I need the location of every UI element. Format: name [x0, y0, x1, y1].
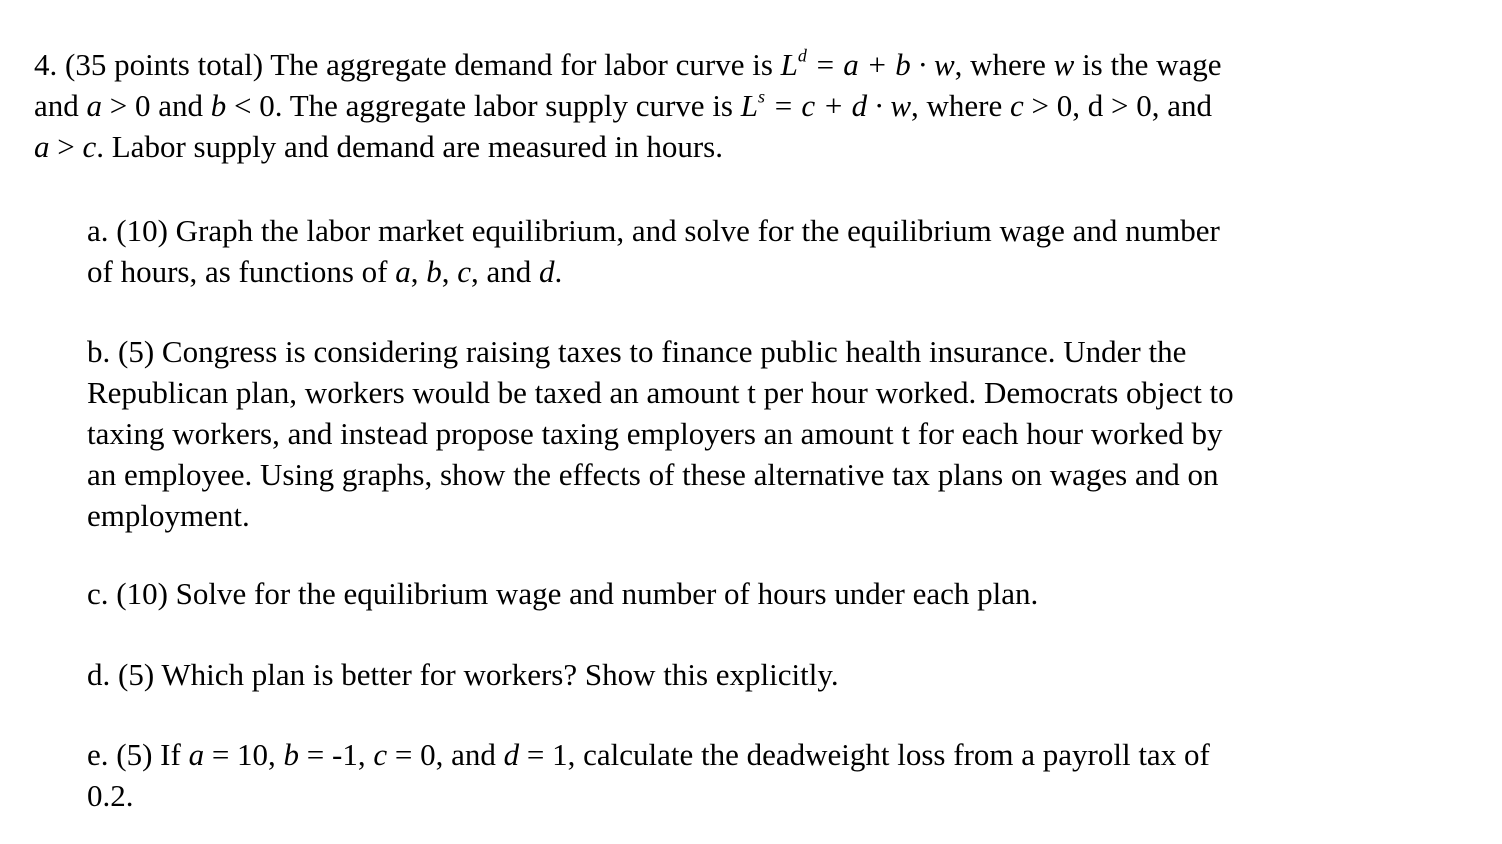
part-b-line-2: Republican plan, workers would be taxed an amount t per hour worked. Democrats object to	[87, 375, 1234, 410]
part-a-line-2	[87, 251, 1220, 292]
part-d-line-1: d. (5) Which plan is better for workers? Show this explicitly.	[87, 657, 839, 692]
text: ,	[441, 254, 458, 289]
part-b-line-5: employment.	[87, 498, 250, 533]
var-d: d	[503, 737, 520, 772]
text: > 0, d > 0, and	[1023, 88, 1213, 123]
var-c: c	[457, 254, 471, 289]
part-e-line-2: 0.2.	[87, 778, 134, 813]
wage-symbol: w	[1053, 47, 1075, 82]
var-c: c	[373, 737, 388, 772]
part-d	[87, 654, 839, 695]
supply-superscript: s	[758, 86, 765, 107]
demand-superscript: d	[797, 45, 807, 66]
text: 4. (35 points total) The aggregate demand for labor curve is	[34, 47, 781, 82]
var-b: b	[426, 254, 442, 289]
text: >	[49, 129, 83, 164]
var-a: a	[86, 88, 103, 123]
part-e	[87, 734, 1210, 816]
part-a	[87, 210, 1220, 292]
text: is the wage	[1074, 47, 1222, 82]
var-a: a	[395, 254, 411, 289]
text: = 0, and	[387, 737, 504, 772]
problem-line-1	[34, 44, 1222, 85]
var-b: b	[210, 88, 227, 123]
part-b-line-1: b. (5) Congress is considering raising taxes to finance public health insurance. Under the	[87, 334, 1187, 369]
var-b: b	[283, 737, 300, 772]
text: e. (5) If	[87, 737, 189, 772]
part-c-line-1: c. (10) Solve for the equilibrium wage and number of hours under each plan.	[87, 576, 1039, 611]
text: ,	[410, 254, 427, 289]
supply-symbol: L	[740, 88, 758, 123]
part-e-line-1	[87, 734, 1210, 775]
demand-equation: = a + b · w	[806, 47, 955, 82]
var-c: c	[1010, 88, 1024, 123]
text: > 0 and	[102, 88, 211, 123]
text: = 10,	[204, 737, 284, 772]
problem-statement	[34, 44, 1222, 167]
text: = 1, calculate the deadweight loss from a payroll tax of	[519, 737, 1210, 772]
text: , where	[911, 88, 1011, 123]
text: .	[554, 254, 563, 289]
part-b-line-4: an employee. Using graphs, show the effects of these alternative tax plans on wages and on	[87, 457, 1219, 492]
part-b	[87, 331, 1234, 536]
part-a-line-1: a. (10) Graph the labor market equilibrium, and solve for the equilibrium wage and number	[87, 213, 1220, 248]
var-c: c	[82, 129, 97, 164]
text: of hours, as functions of	[87, 254, 396, 289]
text: , where	[954, 47, 1054, 82]
text: < 0. The aggregate labor supply curve is	[226, 88, 741, 123]
problem-line-2	[34, 85, 1222, 126]
var-a: a	[34, 129, 50, 164]
text: and	[34, 88, 87, 123]
text: , and	[471, 254, 540, 289]
var-d: d	[539, 254, 555, 289]
text: = -1,	[299, 737, 374, 772]
part-b-line-3: taxing workers, and instead propose taxing employers an amount t for each hour worked by	[87, 416, 1223, 451]
text: . Labor supply and demand are measured in hours.	[96, 129, 723, 164]
problem-line-3	[34, 126, 1222, 167]
part-c	[87, 573, 1038, 614]
supply-equation: = c + d · w	[765, 88, 912, 123]
demand-symbol: L	[780, 47, 798, 82]
var-a: a	[188, 737, 205, 772]
